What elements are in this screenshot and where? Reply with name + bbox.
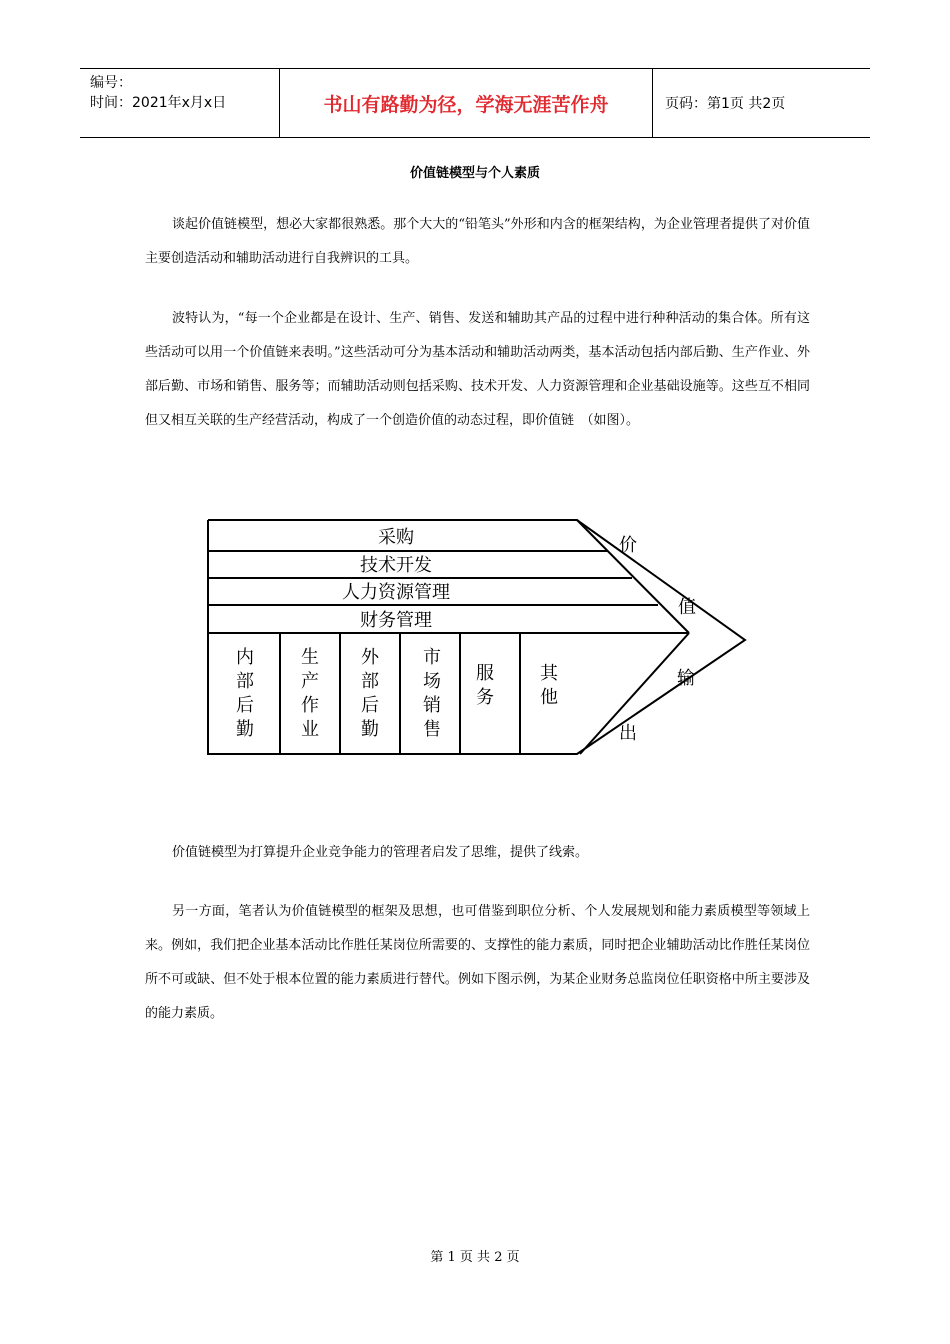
- time-label: 时间：2021年x月x日: [90, 95, 227, 111]
- header-page-info: 页码：第1页 共2页: [665, 96, 786, 112]
- outer-shape: [208, 520, 745, 754]
- primary-3-char-2: 销: [423, 695, 441, 716]
- support-label-procurement: 采购: [378, 527, 414, 548]
- primary-1-char-0: 生: [301, 647, 319, 668]
- primary-2-char-3: 勤: [361, 719, 379, 740]
- number-label: 编号：: [90, 75, 132, 91]
- document-header: [80, 68, 870, 138]
- paragraph-2: 波特认为，“每一个企业都是在设计、生产、销售、发送和辅助其产品的过程中进行种种活动的集合体。所有这些活动可以用一个价值链来表明。”这些活动可分为基本活动和辅助活动两类，基本活动包括内部后勤、生产作业、外部后勤、市场和销售、服务等；而辅助活动则包括采购、技术开发、人力资源管理和企业基础设施等。这些互不相同但又相互关联的生产经营活动，构成了一个创造价值的动态过程，即价值链 （如图）。: [145, 311, 810, 428]
- primary-0-char-2: 后: [236, 695, 254, 716]
- primary-2-char-0: 外: [361, 647, 379, 668]
- value-chain-svg: [200, 512, 760, 762]
- primary-0-char-0: 内: [236, 647, 254, 668]
- document-title: 价值链模型与个人素质: [409, 166, 540, 181]
- primary-1-char-2: 作: [301, 695, 319, 716]
- primary-2-char-1: 部: [361, 671, 379, 692]
- primary-5-char-1: 他: [540, 687, 558, 708]
- header-meta: [80, 69, 280, 137]
- paragraph-1: 谈起价值链模型，想必大家都很熟悉。那个大大的“铅笔头”外形和内含的框架结构，为企业管理者提供了对价值主要创造活动和辅助活动进行自我辨识的工具。: [145, 217, 810, 266]
- primary-1-char-1: 产: [301, 671, 319, 692]
- margin-char-0: 价: [619, 535, 637, 556]
- support-label-hr: 人力资源管理: [342, 582, 450, 603]
- support-label-technology: 技术开发: [360, 555, 432, 576]
- primary-3-char-3: 售: [423, 719, 441, 740]
- paragraph-3: 价值链模型为打算提升企业竞争能力的管理者启发了思维，提供了线索。: [172, 845, 589, 860]
- primary-4-char-1: 务: [476, 687, 494, 708]
- page-footer: 第 1 页 共 2 页: [430, 1250, 520, 1265]
- paragraph-4: 另一方面，笔者认为价值链模型的框架及思想，也可借鉴到职位分析、个人发展规划和能力素质模型等领域上来。例如，我们把企业基本活动比作胜任某岗位所需要的、支撑性的能力素质，同时把企业辅助活动比作胜任某岗位所不可或缺、但不处于根本位置的能力素质进行替代。例如下图示例，为某企业财务总监岗位任职资格中所主要涉及的能力素质。: [145, 904, 810, 1021]
- margin-char-1: 值: [678, 597, 696, 618]
- primary-2-char-2: 后: [361, 695, 379, 716]
- margin-char-3: 出: [619, 723, 637, 744]
- support-label-finance: 财务管理: [360, 610, 432, 631]
- primary-4-char-0: 服: [476, 663, 494, 684]
- primary-0-char-3: 勤: [236, 719, 254, 740]
- primary-5-char-0: 其: [540, 663, 558, 684]
- primary-1-char-3: 业: [301, 719, 319, 740]
- primary-0-char-1: 部: [236, 671, 254, 692]
- value-chain-diagram: [200, 512, 760, 762]
- primary-3-char-1: 场: [423, 671, 441, 692]
- margin-char-2: 输: [677, 668, 695, 689]
- header-motto: 书山有路勤为径，学海无涯苦作舟: [280, 69, 653, 137]
- primary-3-char-0: 市: [423, 647, 441, 668]
